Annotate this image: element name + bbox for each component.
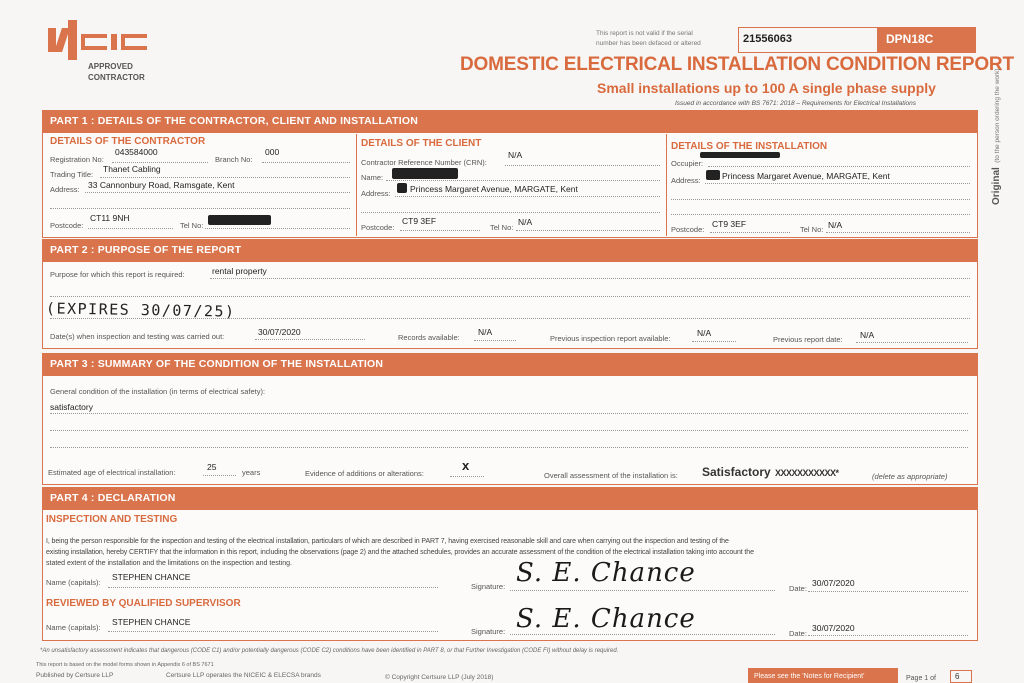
installation-address-value: Princess Margaret Avenue, MARGATE, Kent [722, 171, 890, 181]
serial-note-1: This report is not valid if the serial [596, 30, 693, 37]
branch-value: 000 [265, 147, 280, 157]
logo-line2: CONTRACTOR [88, 73, 145, 82]
age-unit: years [242, 468, 261, 477]
evidence-label: Evidence of additions or alterations: [305, 469, 424, 478]
inspector-name-value: STEPHEN CHANCE [112, 572, 191, 582]
prev-report-value: N/A [697, 328, 712, 338]
declaration-line-3: stated extent of the installation and the limitations on the inspection and testing. [46, 560, 292, 567]
footer-note: *An unsatisfactory assessment indicates that dangerous (CODE C1) and/or potentially dangerous (CODE C2) conditions have been identified in PART 8, or that Further Investigation (CODE FI) without delay is required. [40, 648, 619, 654]
occupier-label: Occupier: [671, 159, 704, 168]
redacted-installation-house [706, 170, 720, 180]
serial-number: 21556063 [738, 27, 878, 53]
redacted-client-name [392, 168, 458, 179]
client-tel-value: N/A [518, 217, 533, 227]
contractor-address-value: 33 Cannonbury Road, Ramsgate, Kent [88, 180, 235, 190]
client-name-label: Name: [361, 173, 384, 182]
client-postcode-value: CT9 3EF [402, 216, 437, 226]
reg-label: Registration No: [50, 155, 104, 164]
supervisor-name-value: STEPHEN CHANCE [112, 617, 191, 627]
client-postcode-label: Postcode: [361, 223, 395, 232]
client-address-label: Address: [361, 189, 391, 198]
part3-header: PART 3 : SUMMARY OF THE CONDITION OF THE INSTALLATION [42, 353, 978, 375]
contractor-postcode-value: CT11 9NH [90, 213, 130, 223]
inspector-date-value: 30/07/2020 [812, 578, 855, 588]
handwritten-expiry: (EXPIRES 30/07/25) [45, 299, 236, 321]
report-title: DOMESTIC ELECTRICAL INSTALLATION CONDITION REPORT [460, 54, 1014, 75]
inspector-signature-label: Signature: [471, 582, 506, 591]
part1-header: PART 1 : DETAILS OF THE CONTRACTOR, CLIENT AND INSTALLATION [42, 110, 978, 132]
supervisor-name-label: Name (capitals): [46, 623, 101, 632]
general-condition-value: satisfactory [50, 402, 93, 412]
supervisor-date-label: Date: [789, 629, 807, 638]
installation-address-label: Address: [671, 176, 701, 185]
overall-value: Satisfactory [702, 465, 771, 479]
footer-model-1: This report is based on the model forms shown in Appendix 6 of BS 7671 [36, 662, 214, 668]
footer-copyright: © Copyright Certsure LLP (July 2018) [385, 674, 494, 681]
dates-value: 30/07/2020 [258, 327, 301, 337]
supervisor-title: REVIEWED BY QUALIFIED SUPERVISOR [46, 598, 241, 609]
serial-note-2: number has been defaced or altered [596, 40, 701, 47]
trading-value: Thanet Cabling [103, 164, 161, 174]
crn-label: Contractor Reference Number (CRN): [361, 158, 487, 167]
installation-tel-label: Tel No: [800, 225, 824, 234]
prev-date-label: Previous report date: [773, 335, 843, 344]
client-tel-label: Tel No: [490, 223, 514, 232]
original-word: Original [991, 167, 1002, 205]
contractor-address-label: Address: [50, 185, 80, 194]
installation-postcode-label: Postcode: [671, 225, 705, 234]
client-address-value: Princess Margaret Avenue, MARGATE, Kent [410, 184, 578, 194]
original-side-label [986, 68, 1004, 205]
redacted-installation-title [700, 152, 780, 158]
page-total: 6 [950, 670, 972, 683]
overall-label: Overall assessment of the installation is: [544, 471, 678, 480]
contractor-postcode-label: Postcode: [50, 221, 84, 230]
trading-label: Trading Title: [50, 170, 94, 179]
niceic-logo [48, 20, 158, 84]
inspector-name-label: Name (capitals): [46, 578, 101, 587]
installation-postcode-value: CT9 3EF [712, 219, 747, 229]
age-value: 25 [207, 462, 217, 472]
report-subtitle: Small installations up to 100 A single phase supply [597, 80, 936, 96]
records-label: Records available: [398, 333, 460, 342]
supervisor-signature: S. E. Chance [516, 604, 696, 634]
prev-date-value: N/A [860, 330, 875, 340]
redacted-client-house [397, 183, 407, 193]
prev-report-label: Previous inspection report available: [550, 334, 671, 343]
footer-model-2: Published by Certsure LLP [36, 672, 114, 679]
branch-label: Branch No: [215, 155, 253, 164]
footer-operates: Certsure LLP operates the NICEIC & ELECSA brands [166, 672, 321, 679]
inspector-signature: S. E. Chance [516, 558, 696, 588]
contractor-title: DETAILS OF THE CONTRACTOR [50, 136, 206, 147]
purpose-value: rental property [212, 266, 267, 276]
evidence-value: x [462, 458, 470, 473]
declaration-line-2: existing installation, hereby CERTIFY that the information in this report, including the observations (page 2) and the attached schedules, provides an accurate assessment of the condition of the electrical installation taking into account the [46, 549, 754, 556]
records-value: N/A [478, 327, 493, 337]
reg-value: 043584000 [115, 147, 158, 157]
installation-tel-value: N/A [828, 220, 843, 230]
inspection-title: INSPECTION AND TESTING [46, 514, 178, 525]
contractor-tel-label: Tel No: [180, 221, 204, 230]
overall-note: (delete as appropriate) [872, 472, 948, 481]
original-note: (to the person ordering the work) [994, 68, 1001, 163]
serial-code: DPN18C [878, 27, 976, 53]
dates-label: Date(s) when inspection and testing was carried out: [50, 332, 225, 341]
issued-note: Issued in accordance with BS 7671: 2018 – Requirements for Electrical Installations [675, 100, 916, 107]
declaration-line-1: I, being the person responsible for the inspection and testing of the electrical installation, particulars of which are described in PART 7, having exercised reasonable skill and care when carrying out the inspection and testing of the [46, 538, 729, 545]
logo-line1: APPROVED [88, 62, 133, 71]
crn-value: N/A [508, 150, 523, 160]
part4-header: PART 4 : DECLARATION [42, 487, 978, 509]
general-condition-label: General condition of the installation (in terms of electrical safety): [50, 387, 266, 396]
inspector-date-label: Date: [789, 584, 807, 593]
supervisor-signature-label: Signature: [471, 627, 506, 636]
overall-struck: XXXXXXXXXXX* [775, 468, 839, 478]
installation-title: DETAILS OF THE INSTALLATION [671, 141, 828, 152]
redacted-tel [208, 215, 271, 225]
purpose-label: Purpose for which this report is required: [50, 270, 185, 279]
supervisor-date-value: 30/07/2020 [812, 623, 855, 633]
part2-header: PART 2 : PURPOSE OF THE REPORT [42, 239, 978, 261]
client-title: DETAILS OF THE CLIENT [361, 138, 482, 149]
notes-for-recipient-button[interactable]: Please see the 'Notes for Recipient' [748, 668, 898, 683]
page-label: Page 1 of [906, 675, 936, 682]
age-label: Estimated age of electrical installation: [48, 468, 176, 477]
